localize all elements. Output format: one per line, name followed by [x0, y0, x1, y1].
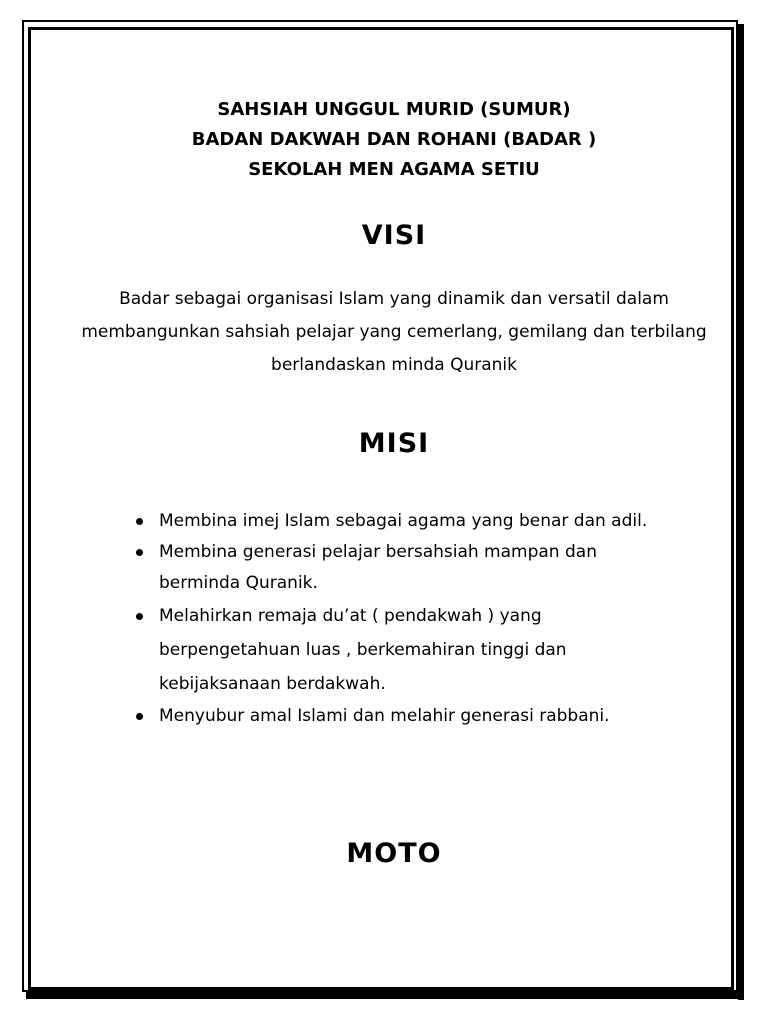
page-border-shadow-right [738, 24, 744, 1000]
misi-list-item [128, 701, 668, 732]
misi-item-text: Menyubur amal Islami dan melahir generasi rabbani. [159, 706, 610, 726]
header-line-2: BADAN DAKWAH DAN ROHANI (BADAR ) [191, 129, 597, 150]
misi-list [128, 506, 668, 732]
moto-heading: MOTO [346, 838, 442, 869]
bullet-icon [136, 713, 143, 720]
misi-item-text: Membina imej Islam sebagai agama yang benar dan adil. [159, 511, 648, 531]
visi-paragraph: Badar sebagai organisasi Islam yang dinamik dan versatil dalam membangunkan sahsiah pelajar yang cemerlang, gemilang dan terbilang berlandaskan minda Quranik [81, 289, 707, 375]
header-line-3: SEKOLAH MEN AGAMA SETIU [248, 159, 540, 180]
header-line-1: SAHSIAH UNGGUL MURID (SUMUR) [217, 99, 571, 120]
page-border-shadow-bottom [26, 992, 744, 999]
misi-list-item [128, 506, 668, 537]
misi-list-item [128, 599, 668, 701]
bullet-icon [136, 613, 143, 620]
misi-heading: MISI [358, 428, 430, 459]
bullet-icon [136, 518, 143, 525]
misi-item-text: Membina generasi pelajar bersahsiah mampan dan berminda Quranik. [159, 542, 597, 593]
misi-item-text: Melahirkan remaja du’at ( pendakwah ) yang berpengetahuan luas , berkemahiran tinggi dan kebijaksanaan berdakwah. [159, 606, 567, 694]
misi-list-item [128, 537, 668, 599]
bullet-icon [136, 549, 143, 556]
visi-heading: VISI [361, 220, 427, 251]
document-header [60, 95, 728, 185]
